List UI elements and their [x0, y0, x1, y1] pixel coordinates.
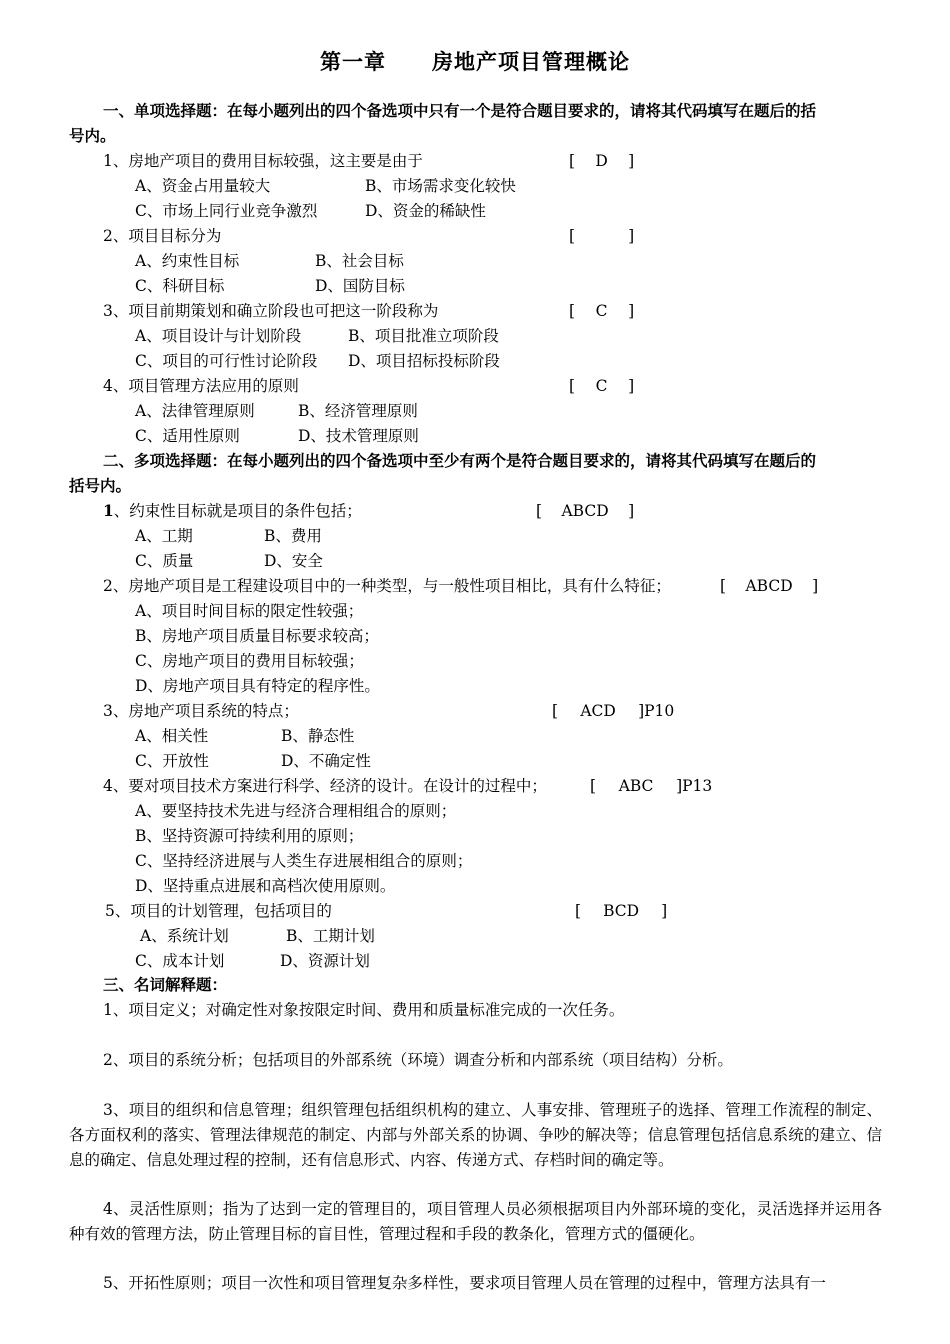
option-a: A、项目时间目标的限定性较强； [135, 602, 364, 620]
option-a: A、约束性目标 [135, 252, 240, 270]
s2-question-3: 3、房地产项目系统的特点； [103, 702, 299, 720]
option-b: B、房地产项目质量目标要求较高； [135, 627, 379, 645]
option-d: D、项目招标投标阶段 [348, 352, 500, 370]
option-c: C、坚持经济进展与人类生存进展相组合的原则； [135, 852, 473, 870]
option-b: B、经济管理原则 [298, 402, 418, 420]
answer-value: BCD [603, 902, 640, 920]
option-c: C、房地产项目的费用目标较强； [135, 652, 364, 670]
s1-question-3: 3、项目前期策划和确立阶段也可把这一阶段称为 [103, 302, 439, 320]
definition-2: 2、项目的系统分析；包括项目的外部系统（环境）调查分析和内部系统（项目结构）分析。 [103, 1051, 733, 1069]
option-c: C、成本计划 [135, 952, 225, 970]
s2-question-2: 2、房地产项目是工程建设项目中的一种类型，与一般性项目相比，具有什么特征； [103, 577, 671, 595]
answer-value: C [595, 377, 608, 395]
option-b: B、费用 [264, 527, 322, 545]
section2-heading-line1: 二、多项选择题：在每小题列出的四个备选项中至少有两个是符合题目要求的，请将其代码填写在题后的 [103, 451, 817, 470]
section2-heading-line2: 括号内。 [69, 476, 132, 495]
option-a: A、相关性 [135, 727, 209, 745]
answer-value: D [595, 152, 608, 170]
option-b: B、项目批准立项阶段 [348, 327, 499, 345]
option-b: B、静态性 [281, 727, 355, 745]
chapter-name: 房地产项目管理概论 [432, 49, 630, 74]
s1-question-2: 2、项目目标分为 [103, 227, 222, 245]
option-d: D、坚持重点进展和高档次使用原则。 [135, 877, 396, 895]
option-d: D、安全 [264, 552, 323, 570]
answer-bracket: [ ABCD ] [720, 577, 819, 595]
option-a: A、项目设计与计划阶段 [135, 327, 302, 345]
option-c: C、市场上同行业竞争激烈 [135, 202, 318, 220]
answer-bracket: [ ABC ]P13 [590, 777, 713, 795]
option-d: D、不确定性 [281, 752, 371, 770]
option-b: B、社会目标 [315, 252, 404, 270]
definition-4: 4、灵活性原则；指为了达到一定的管理目的，项目管理人员必须根据项目内外部环境的变化，灵活选择并运用各种有效的管理方法，防止管理目标的盲目性，管理过程和手段的教条化，管理方式的僵硬化。 [69, 1200, 882, 1243]
option-a: A、要坚持技术先进与经济合理相组合的原则； [135, 802, 457, 820]
option-c: C、项目的可行性讨论阶段 [135, 352, 318, 370]
s2-question-1 [103, 501, 362, 521]
answer-bracket: [ ACD ]P10 [552, 702, 675, 720]
definition-1: 1、项目定义；对确定性对象按限定时间、费用和质量标准完成的一次任务。 [103, 1001, 625, 1019]
option-c: C、质量 [135, 552, 194, 570]
option-d: D、房地产项目具有特定的程序性。 [135, 677, 380, 695]
page-reference: P10 [644, 702, 675, 720]
option-a: A、资金占用量较大 [135, 177, 271, 195]
option-c: C、科研目标 [135, 277, 225, 295]
s2-question-5: 5、项目的计划管理，包括项目的 [105, 902, 332, 920]
answer-bracket: [ D ] [569, 152, 635, 170]
answer-value: ABC [618, 777, 654, 795]
option-d: D、资源计划 [280, 952, 370, 970]
option-c: C、适用性原则 [135, 427, 240, 445]
chapter-title [0, 46, 950, 76]
option-a: A、工期 [135, 527, 193, 545]
section1-heading-line2: 号内。 [69, 126, 116, 145]
option-a: A、系统计划 [140, 927, 229, 945]
answer-bracket: [ C ] [569, 377, 635, 395]
option-b: B、坚持资源可持续利用的原则； [135, 827, 364, 845]
section3-heading: 三、名词解释题： [103, 975, 228, 994]
answer-bracket: [ BCD ] [575, 902, 668, 920]
option-d: D、技术管理原则 [298, 427, 419, 445]
option-c: C、开放性 [135, 752, 209, 770]
answer-value: ABCD [561, 502, 609, 520]
definition-5: 5、开拓性原则；项目一次性和项目管理复杂多样性，要求项目管理人员在管理的过程中，管理方法具有一 [103, 1274, 826, 1292]
chapter-number: 第一章 [320, 49, 386, 74]
option-b: B、工期计划 [286, 927, 375, 945]
option-b: B、市场需求变化较快 [365, 177, 516, 195]
section1-heading-line1: 一、单项选择题：在每小题列出的四个备选项中只有一个是符合题目要求的，请将其代码填写在题后的括 [103, 101, 817, 120]
definition-3: 3、项目的组织和信息管理；组织管理包括组织机构的建立、人事安排、管理班子的选择、管理工作流程的制定、各方面权利的落实、管理法律规范的制定、内部与外部关系的协调、争吵的解决等；信息管理包括信息系统的建立、信息的确定、信息处理过程的控制，还有信息形式、内容、传递方式、存档时间的确定等。 [69, 1101, 882, 1169]
s2-question-4: 4、要对项目技术方案进行科学、经济的设计。在设计的过程中； [103, 777, 547, 795]
answer-value: C [595, 302, 608, 320]
answer-bracket: [ C ] [569, 302, 635, 320]
s1-question-1: 1、房地产项目的费用目标较强，这主要是由于 [103, 152, 423, 170]
option-d: D、资金的稀缺性 [365, 202, 486, 220]
page-reference: P13 [682, 777, 713, 795]
answer-value: ACD [580, 702, 616, 720]
answer-value: ABCD [745, 577, 793, 595]
option-d: D、国防目标 [315, 277, 405, 295]
answer-bracket: [ ABCD ] [536, 502, 635, 520]
s1-question-4: 4、项目管理方法应用的原则 [103, 377, 299, 395]
answer-bracket: [ ] [569, 227, 635, 245]
option-a: A、法律管理原则 [135, 402, 255, 420]
question-number: 1 [103, 501, 114, 520]
question-text: 、约束性目标就是项目的条件包括； [113, 502, 362, 520]
